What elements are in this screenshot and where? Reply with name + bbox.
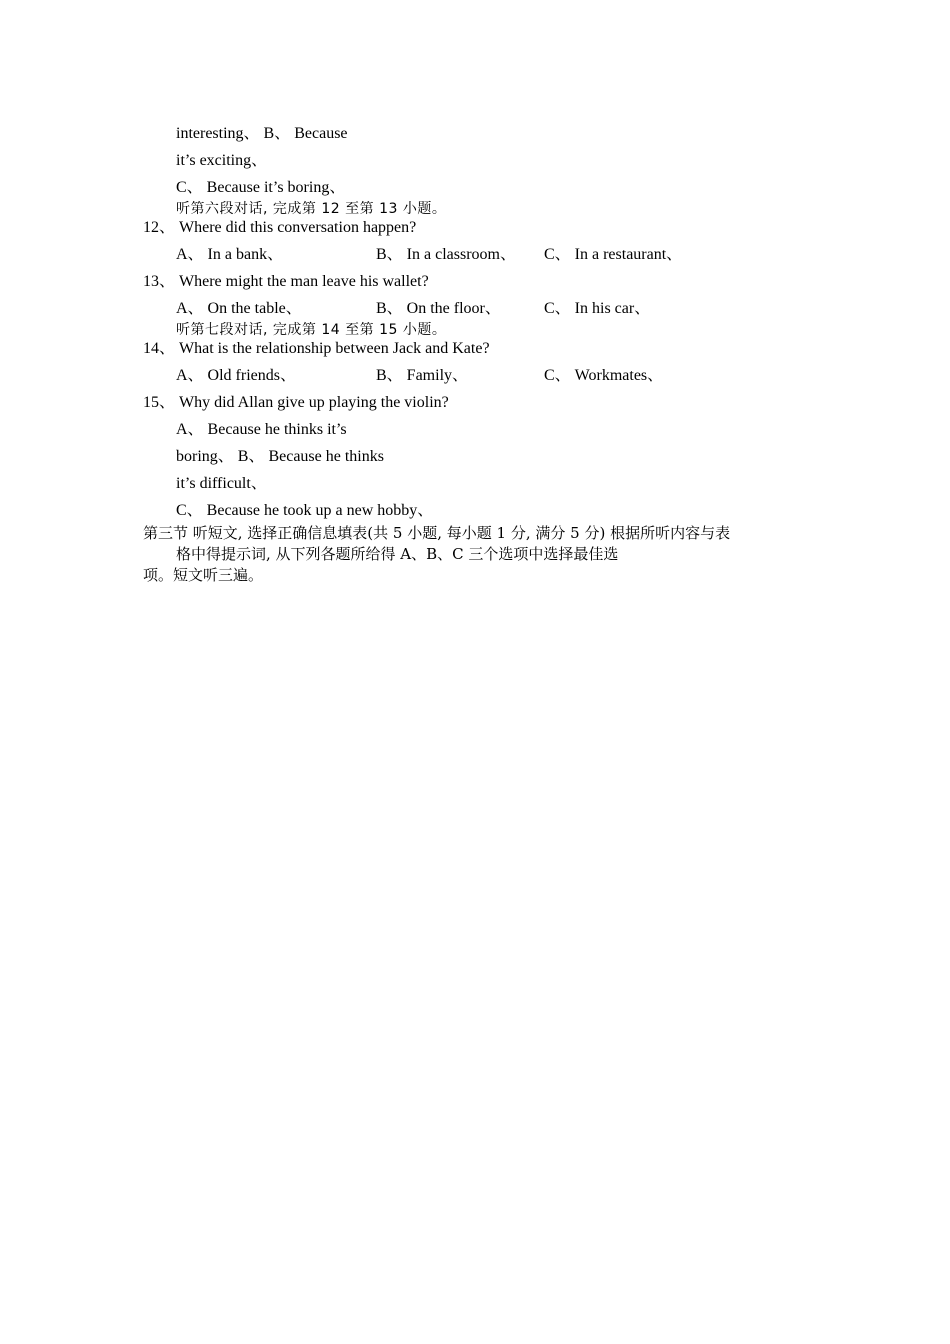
- q15-option-c: C、 Because he took up a new hobby、: [176, 502, 434, 519]
- q13-stem: 13、 Where might the man leave his wallet?: [143, 273, 429, 290]
- part3-line-2: 格中得提示词, 从下列各题所给得 A、B、C 三个选项中选择最佳选: [176, 545, 619, 563]
- q11-line-1: interesting、 B、 Because: [176, 125, 348, 142]
- q12-stem: 12、 Where did this conversation happen?: [143, 219, 417, 236]
- part3-line-3: 项。短文听三遍。: [143, 566, 264, 584]
- q15-line-1: A、 Because he thinks it’s: [176, 421, 347, 438]
- q12-option-b: B、 In a classroom、: [376, 246, 516, 263]
- part3-line-1: 第三节 听短文, 选择正确信息填表(共 5 小题, 每小题 1 分, 满分 5 分) 根据所听内容与表: [143, 524, 731, 542]
- section-7-instruction: 听第七段对话, 完成第 14 至第 15 小题。: [176, 322, 447, 338]
- q11-line-2: it’s exciting、: [176, 152, 268, 169]
- q15-stem: 15、 Why did Allan give up playing the violin?: [143, 394, 449, 411]
- q13-option-b: B、 On the floor、: [376, 300, 501, 317]
- section-6-instruction: 听第六段对话, 完成第 12 至第 13 小题。: [176, 201, 447, 217]
- q12-option-c: C、 In a restaurant、: [544, 246, 683, 263]
- q14-option-a: A、 Old friends、: [176, 367, 296, 384]
- q15-line-3: it’s difficult、: [176, 475, 267, 492]
- q14-stem: 14、 What is the relationship between Jack and Kate?: [143, 340, 490, 357]
- q15-line-2: boring、 B、 Because he thinks: [176, 448, 384, 465]
- q14-option-b: B、 Family、: [376, 367, 469, 384]
- q13-option-a: A、 On the table、: [176, 300, 302, 317]
- q12-option-a: A、 In a bank、: [176, 246, 284, 263]
- q13-option-c: C、 In his car、: [544, 300, 651, 317]
- q11-option-c: C、 Because it’s boring、: [176, 179, 346, 196]
- q14-option-c: C、 Workmates、: [544, 367, 664, 384]
